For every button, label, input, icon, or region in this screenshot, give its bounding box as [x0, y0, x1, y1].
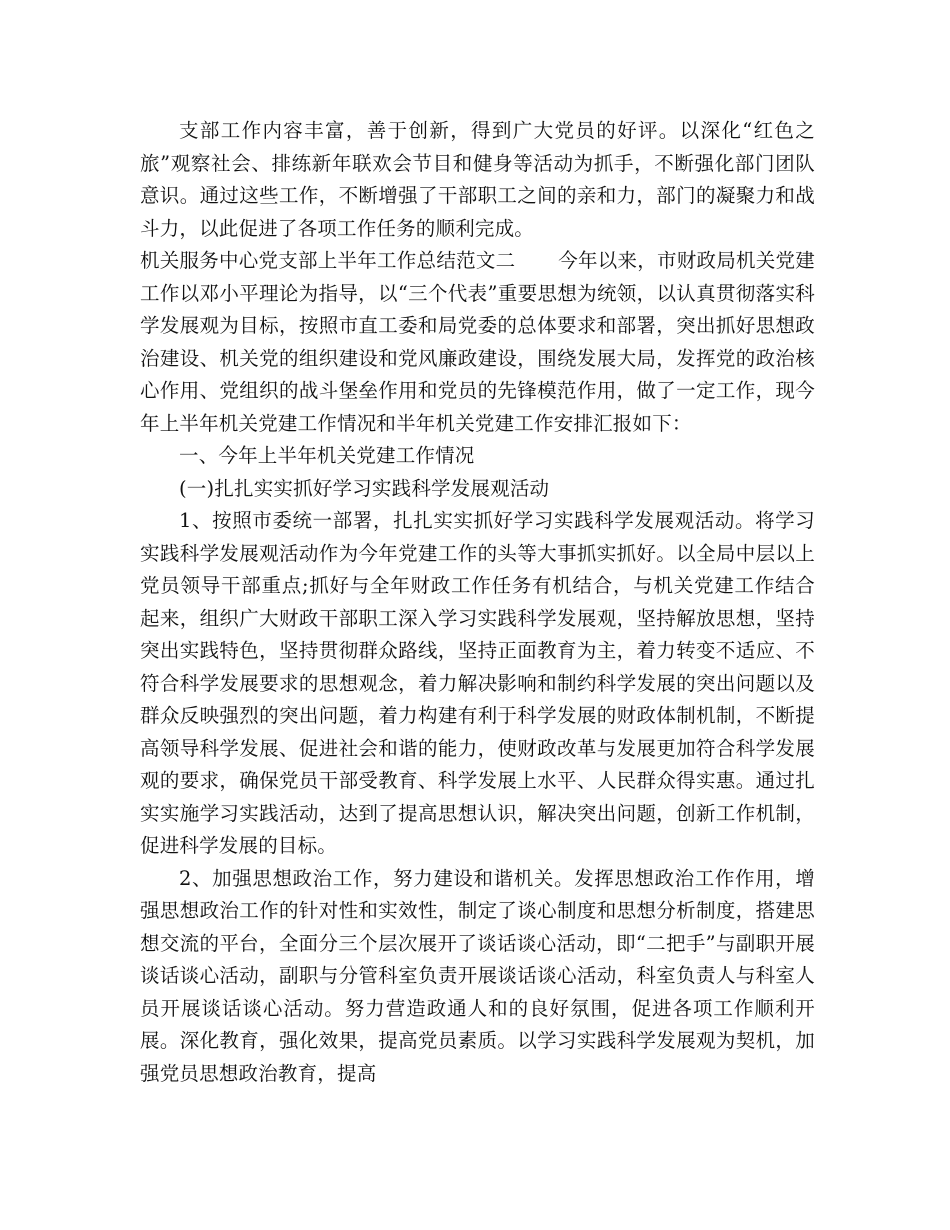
document-page	[140, 115, 815, 1090]
paragraph-item-two: 2、加强思想政治工作，努力建设和谐机关。发挥思想政治工作作用，增强思想政治工作的针对性和实效性，制定了谈心制度和思想分析制度，搭建思想交流的平台，全面分三个层次展开了谈话谈心活动，即“二把手”与副职开展谈话谈心活动，副职与分管科室负责开展谈话谈心活动，科室负责人与科室人员开展谈话谈心活动。努力营造政通人和的良好氛围，促进各项工作顺利开展。深化教育，强化效果，提高党员素质。以学习实践科学发展观为契机，加强党员思想政治教育，提高	[140, 866, 815, 1085]
paragraph-branch-work-summary: 支部工作内容丰富，善于创新，得到广大党员的好评。以深化“红色之旅”观察社会、排练新年联欢会节目和健身等活动为抓手，不断强化部门团队意识。通过这些工作，不断增强了干部职工之间的亲和力，部门的凝聚力和战斗力，以此促进了各项工作任务的顺利完成。	[140, 119, 815, 240]
section-heading-first-half: 一、今年上半年机关党建工作情况	[179, 444, 475, 467]
article-intro-text: 今年以来，市财政局机关党建工作以邓小平理论为指导，以“三个代表”重要思想为统领，以认真贯彻落实科学发展观为目标，按照市直工委和局党委的总体要求和部署，突出抓好思想政治建设、机关党的组织建设和党风廉政建设，围绕发展大局，发挥党的政治核心作用、党组织的战斗堡垒作用和党员的先锋模范作用，做了一定工作，现今年上半年机关党建工作情况和半年机关党建工作安排汇报如下：	[140, 249, 815, 435]
paragraph-item-one: 1、按照市委统一部署，扎扎实实抓好学习实践科学发展观活动。将学习实践科学发展观活动作为今年党建工作的头等大事抓实抓好。以全局中层以上党员领导干部重点;抓好与全年财政工作任务有机结合，与机关党建工作结合起来，组织广大财政干部职工深入学习实践科学发展观，坚持解放思想，坚持突出实践特色，坚持贯彻群众路线，坚持正面教育为主，着力转变不适应、不符合科学发展要求的思想观念，着力解决影响和制约科学发展的突出问题以及群众反映强烈的突出问题，着力构建有利于科学发展的财政体制机制，不断提高领导科学发展、促进社会和谐的能力，使财政改革与发展更加符合科学发展观的要求，确保党员干部受教育、科学发展上水平、人民群众得实惠。通过扎实实施学习实践活动，达到了提高思想认识，解决突出问题，创新工作机制，促进科学发展的目标。	[140, 509, 815, 857]
paragraph-article-two	[140, 245, 815, 440]
article-title: 机关服务中心党支部上半年工作总结范文二	[140, 249, 516, 272]
subsection-heading-study-practice: (一)扎扎实实抓好学习实践科学发展观活动	[179, 476, 550, 500]
